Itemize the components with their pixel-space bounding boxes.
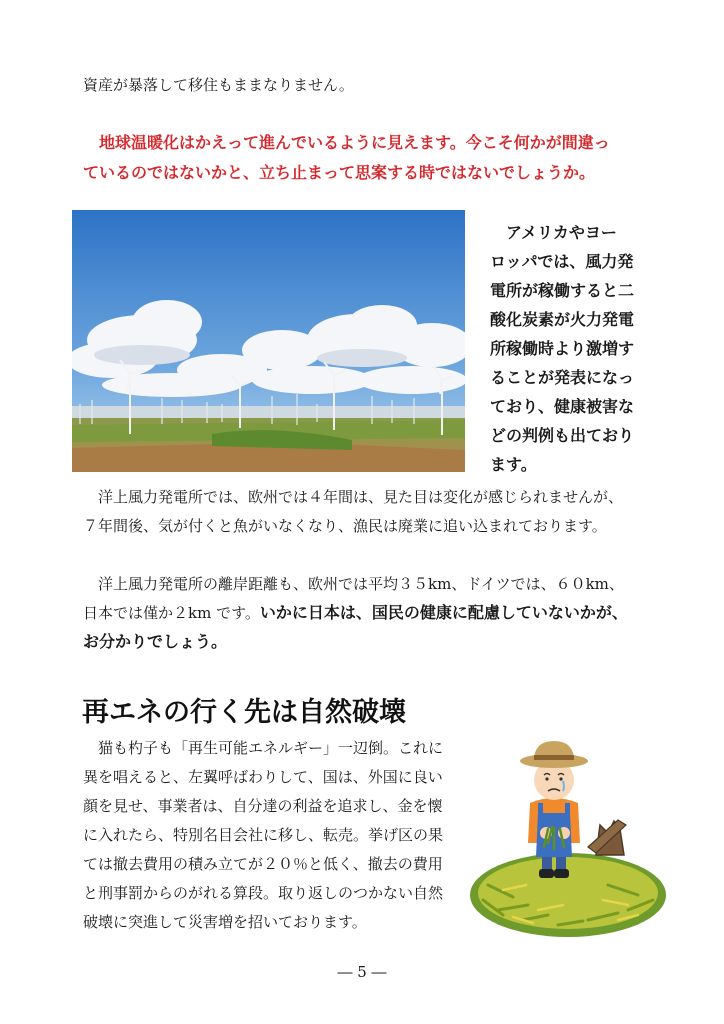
intro-text: 資産が暴落して移住もままなりません。 [83, 76, 354, 94]
red-emphasis-line-1: 地球温暖化はかえって進んでいるように見えます。今こそ何かが間違っ [83, 133, 610, 152]
body-line: と刑事罰からのがれる算段。取り返しのつかない自然 [83, 884, 444, 902]
wind-farm-photo [72, 210, 465, 472]
side-line: ます。 [490, 455, 537, 474]
distance-line-3: お分かりでしょう。 [83, 632, 228, 651]
page-number: ― 5 ― [337, 963, 387, 981]
side-line: 酸化炭素が火力発電 [490, 310, 635, 329]
side-line: ロッパでは、風力発 [490, 252, 634, 271]
distance-line-2 [83, 603, 628, 623]
body-line: ては撤去費用の積み立てが２０％と低く、撤去の費用 [83, 855, 443, 873]
side-line: どの判例も出ており [490, 426, 635, 445]
distance-line-2-bold: いかに日本は、国民の健康に配慮していないかが、 [259, 603, 628, 622]
side-line: 電所が稼働すると二 [490, 281, 635, 300]
body-line: 破壊に突進して災害増を招いております。 [83, 913, 367, 931]
body-line: に入れたら、特別名目会社に移し、転売。挙げ区の果 [83, 826, 444, 844]
side-line: ており、健康被害な [490, 397, 635, 416]
distance-line-1: 洋上風力発電所の離岸距離も、欧州では平均３５km、ドイツでは、６０km、 [83, 575, 624, 593]
sad-farmer-illustration [468, 725, 668, 940]
red-emphasis-line-2: ているのではないかと、立ち止まって思案する時ではないでしょうか。 [83, 163, 596, 182]
body-line: 異を唱えると、左翼呼ばわりして、国は、外国に良い [83, 768, 443, 786]
offshore-line-1: 洋上風力発電所では、欧州では４年間は、見た目は変化が感じられませんが、 [83, 488, 624, 506]
body-line: 猫も杓子も「再生可能エネルギー」一辺倒。これに [83, 739, 444, 757]
section-heading: 再エネの行く先は自然破壊 [82, 697, 406, 728]
side-line: ることが発表になっ [490, 368, 635, 387]
side-line: 所稼働時より激増す [490, 339, 635, 358]
distance-line-2-normal: 日本では僅か２km です。 [83, 604, 260, 622]
side-line: アメリカやヨー [490, 223, 617, 242]
body-line: 顔を見せ、事業者は、自分達の利益を追求し、金を懐 [83, 797, 443, 815]
offshore-line-2: ７年間後、気が付くと魚がいなくなり、漁民は廃業に追い込まれております。 [83, 517, 607, 535]
